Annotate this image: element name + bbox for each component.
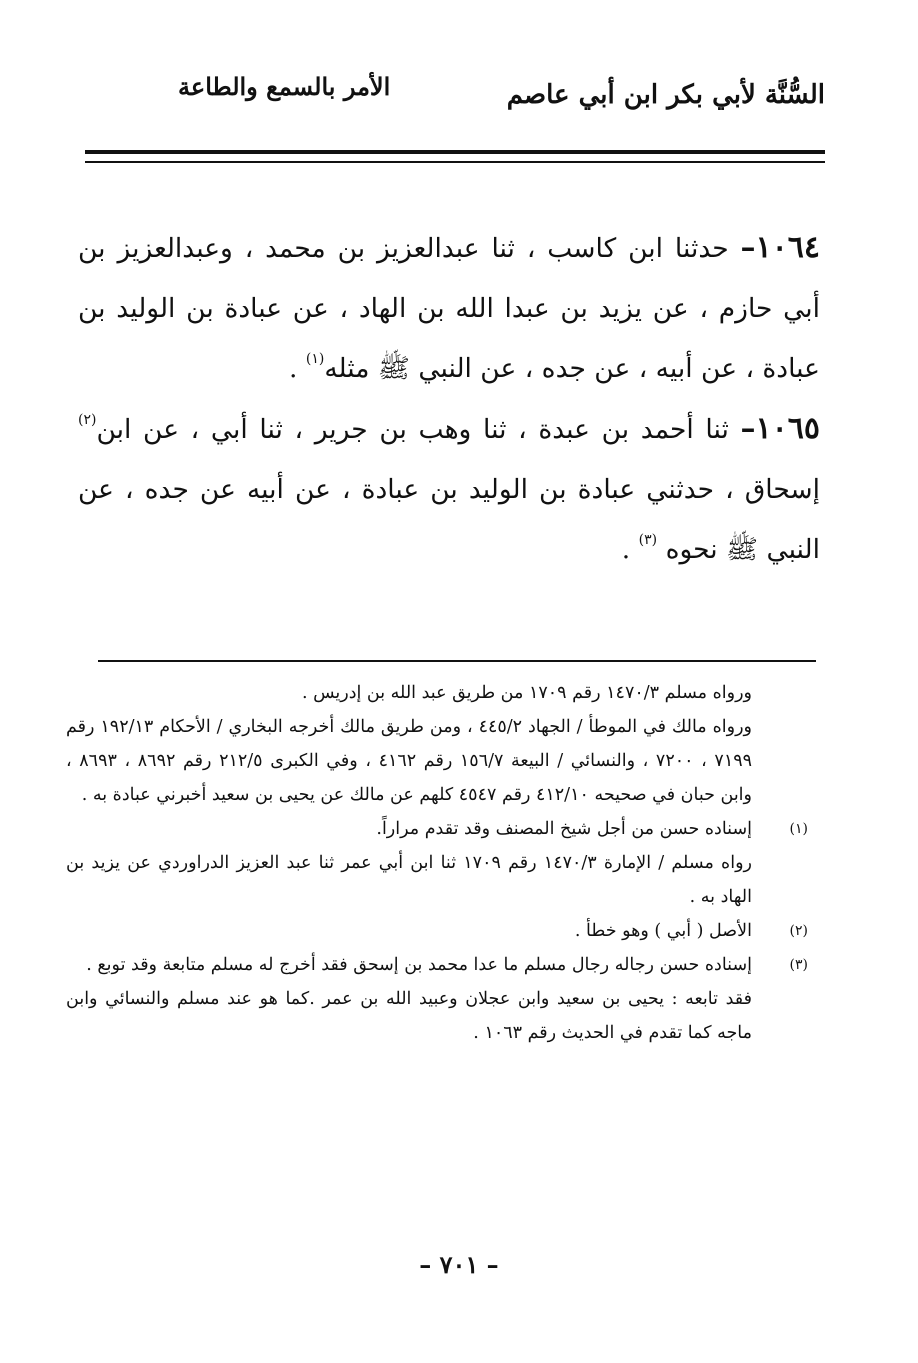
- running-header: [160, 72, 825, 132]
- footnotes: [66, 676, 818, 1050]
- hadith-text-cont: إسحاق ، حدثني عبادة بن الوليد بن عبادة ، عن أبيه عن جده ، عن النبي ﷺ نحوه: [78, 474, 820, 565]
- footnote-ref-3: (٣): [638, 532, 658, 548]
- footnote-marker: (٢): [789, 923, 808, 939]
- chapter-title: الأمر بالسمع والطاعة: [178, 72, 391, 101]
- footnote-continuation: فقد تابعه : يحيى بن سعيد وابن عجلان وعبيد الله بن عمر .كما هو عند مسلم والنسائي وابن ماجه كما تقدم في الحديث رقم ١٠٦٣ .: [66, 989, 752, 1043]
- footnote-text: الأصل ( أبي ) وهو خطأ .: [574, 921, 752, 941]
- footnote-text: رواه مسلم / الإمارة ١٤٧٠/٣ رقم ١٧٠٩ ثنا ابن أبي عمر ثنا عبد العزيز الدراوردي عن يزيد بن الهاد به .: [66, 853, 752, 907]
- footnote-text: إسناده حسن رجاله رجال مسلم ما عدا محمد بن إسحق فقد أخرج له مسلم متابعة وقد توبع .: [86, 955, 752, 975]
- footnote-continuation: ورواه مالك في الموطأ / الجهاد ٤٤٥/٢ ، ومن طريق مالك أخرجه البخاري / الأحكام ١٩٢/١٣ رقم ٧١٩٩ ، ٧٢٠٠ ، والنسائي / البيعة ١٥٦/٧ رقم ٤١٦٢ ، وفي الكبرى ٢١٢/٥ رقم ٨٦٩٢ ، ٨٦٩٣ ، وابن حبان في صحيحه ٤١٢/١٠ رقم ٤٥٤٧ كلهم عن مالك عن يحيى بن سعيد أخبرني عبادة به .: [66, 717, 753, 805]
- footnote-1: [66, 812, 818, 914]
- footnote-ref-2: (٢): [78, 412, 97, 428]
- hadith-text-end: .: [621, 534, 639, 565]
- hadith-1064: [78, 218, 820, 399]
- hadith-1065: [78, 399, 820, 580]
- footnote-separator: [98, 660, 816, 662]
- hadith-text-end: .: [289, 353, 306, 384]
- main-text: [78, 218, 820, 580]
- hadith-text: ثنا أحمد بن عبدة ، ثنا وهب بن جرير ، ثنا أبي ، عن ابن: [96, 414, 729, 445]
- hadith-text: حدثنا ابن كاسب ، ثنا عبدالعزيز بن محمد ، وعبدالعزيز بن أبي حازم ، عن يزيد بن عبدا الله بن الهاد ، عن عبادة بن الوليد بن عبادة ، عن أبيه ، عن جده ، عن النبي ﷺ مثله: [78, 233, 820, 384]
- header-rule-thin: [85, 161, 825, 163]
- footnote-continuation: ورواه مسلم ١٤٧٠/٣ رقم ١٧٠٩ من طريق عبد الله بن إدريس .: [301, 683, 752, 703]
- footnote-marker: (٣): [789, 957, 808, 973]
- page-number: – ٧٠١ –: [419, 1250, 499, 1279]
- hadith-number: ١٠٦٤–: [740, 230, 820, 265]
- footnote-2: [66, 914, 818, 948]
- book-title: السُّنَّة لأبي بكر ابن أبي عاصم: [506, 80, 825, 110]
- footnote-ref-1: (١): [305, 351, 325, 367]
- hadith-number: ١٠٦٥–: [740, 411, 820, 446]
- header-rule-thick: [85, 150, 825, 154]
- footnote-text: إسناده حسن من أجل شيخ المصنف وقد تقدم مراراً.: [376, 819, 752, 839]
- footnote-3: [66, 948, 818, 982]
- footnote-marker: (١): [789, 821, 808, 837]
